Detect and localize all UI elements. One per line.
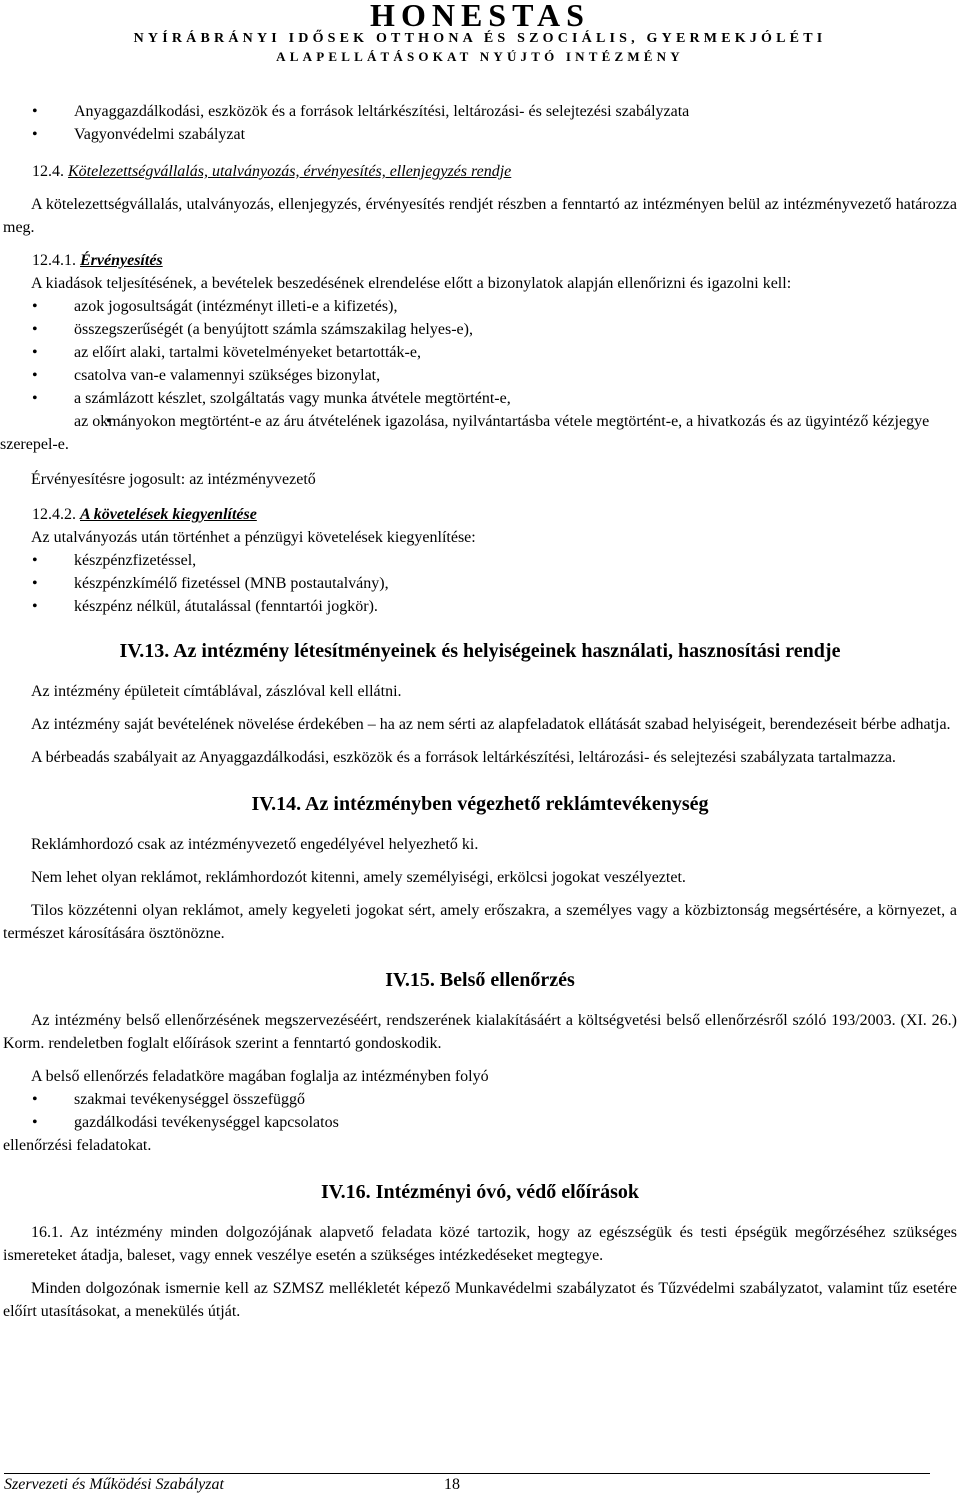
paragraph: Az intézmény épületeit címtáblával, zászlóval kell ellátni. [31, 683, 402, 700]
list-item: • készpénzfizetéssel, [0, 549, 960, 572]
paragraph: A kötelezettségvállalás, utalványozás, ellenjegyzés, érvényesítés rendjét részben a fenntartó az intézményen belül az intézményvezető határozza meg. [3, 196, 957, 236]
document-body [0, 100, 960, 1323]
paragraph: A belső ellenőrzés feladatköre magában foglalja az intézményben folyó [31, 1068, 489, 1085]
bullet-list [0, 1088, 960, 1134]
list-item: • Anyaggazdálkodási, eszközök és a források leltárkészítési, leltározási- és selejtezési szabályzata [0, 100, 960, 123]
page-footer [4, 1473, 930, 1496]
header-line-2: ALAPELLÁTÁSOKAT NYÚJTÓ INTÉZMÉNY [276, 49, 684, 64]
list-item: • gazdálkodási tevékenységgel kapcsolatos [0, 1111, 960, 1134]
paragraph: ellenőrzési feladatokat. [3, 1137, 152, 1154]
section-12-4-1-heading: 12.4.1. Érvényesítés [32, 252, 163, 269]
list-item: • szakmai tevékenységgel összefüggő [0, 1088, 960, 1111]
list-item: • az okmányokon megtörtént-e az áru átvételének igazolása, nyilvántartásba vétele megtörtént-e, a hivatkozás és az ügyintéző kézjegye szerepel-e. [0, 410, 960, 456]
document-header [0, 0, 960, 66]
section-12-4-heading: 12.4. Kötelezettségvállalás, utalványozás, érvényesítés, ellenjegyzés rendje [32, 163, 512, 180]
paragraph: Reklámhordozó csak az intézményvezető engedélyével helyezhető ki. [31, 836, 479, 853]
bullet-list [0, 295, 960, 456]
paragraph: Az utalványozás után történhet a pénzügyi követelések kiegyenlítése: [31, 529, 476, 546]
list-item: • Vagyonvédelmi szabályzat [0, 123, 960, 146]
list-item: • a számlázott készlet, szolgáltatás vagy munka átvétele megtörtént-e, [0, 387, 960, 410]
paragraph: Érvényesítésre jogosult: az intézményvezető [31, 471, 316, 488]
list-item: • azok jogosultságát (intézményt illeti-e a kifizetés), [0, 295, 960, 318]
list-item: • csatolva van-e valamennyi szükséges bizonylat, [0, 364, 960, 387]
section-title-iv13: IV.13. Az intézmény létesítményeinek és helyiségeinek használati, hasznosítási rendje [119, 640, 841, 662]
paragraph: 16.1. Az intézmény minden dolgozójának alapvető feladata közé tartozik, hogy az egészségük és testi épségük megőrzéséhez szükséges ismereteket átadja, baleset, vagy ennek veszélye esetén a szükséges intézkedéseket megtegye. [3, 1224, 958, 1264]
logo: HONESTAS [370, 0, 590, 33]
section-title-iv15: IV.15. Belső ellenőrzés [385, 969, 575, 991]
footer-title: Szervezeti és Működési Szabályzat [4, 1476, 224, 1493]
paragraph: Tilos közzétenni olyan reklámot, amely kegyeleti jogokat sért, amely erőszakra, a személyes vagy a közbiztonság megsértésére, a környezet, a természet károsítására ösztönözne. [3, 902, 957, 942]
header-line-1: NYÍRÁBRÁNYI IDŐSEK OTTHONA ÉS SZOCIÁLIS, GYERMEKJÓLÉTI [133, 31, 827, 46]
section-title: Kötelezettségvállalás, utalványozás, érvényesítés, ellenjegyzés rendje [68, 163, 512, 180]
top-bullet-list [0, 100, 960, 146]
page-number: 18 [444, 1476, 460, 1493]
list-item: • készpénzkímélő fizetéssel (MNB postautalvány), [0, 572, 960, 595]
paragraph: A bérbeadás szabályait az Anyaggazdálkodási, eszközök és a források leltárkészítési, leltározási- és selejtezési szabályzata tartalmazza. [31, 749, 896, 766]
list-item: • összegszerűségét (a benyújtott számla számszakilag helyes-e), [0, 318, 960, 341]
paragraph: Az intézmény belső ellenőrzésének megszervezéséért, rendszerének kialakításáért a költségvetési belső ellenőrzésről szóló 193/2003. (XI. 26.) Korm. rendeletben foglalt előírások szerint a fenntartó gondoskodik. [3, 1012, 957, 1052]
paragraph: A kiadások teljesítésének, a bevételek beszedésének elrendelése előtt a bizonylatok alapján ellenőrizni és igazolni kell: [31, 275, 792, 292]
list-item: • készpénz nélkül, átutalással (fenntartói jogkör). [0, 595, 960, 618]
section-12-4-2-heading: 12.4.2. A követelések kiegyenlítése [32, 506, 257, 523]
list-item: • az előírt alaki, tartalmi követelményeket betartották-e, [0, 341, 960, 364]
section-title-iv14: IV.14. Az intézményben végezhető reklámtevékenység [251, 793, 709, 815]
bullet-list [0, 549, 960, 618]
paragraph: Az intézmény saját bevételének növelése érdekében – ha az nem sérti az alapfeladatok ellátását szabad helyiségeit, berendezéseit bérbe adhatja. [31, 716, 951, 733]
section-title: Érvényesítés [80, 252, 163, 269]
section-title-iv16: IV.16. Intézményi óvó, védő előírások [321, 1181, 639, 1203]
section-title: A követelések kiegyenlítése [80, 506, 257, 523]
paragraph: Nem lehet olyan reklámot, reklámhordozót kitenni, amely személyiségi, erkölcsi jogokat veszélyeztet. [31, 869, 686, 886]
paragraph: Minden dolgozónak ismernie kell az SZMSZ mellékletét képező Munkavédelmi szabályzatot és Tűzvédelmi szabályzatot, valamint tűz esetére előírt utasításokat, a menekülés útját. [3, 1280, 957, 1320]
